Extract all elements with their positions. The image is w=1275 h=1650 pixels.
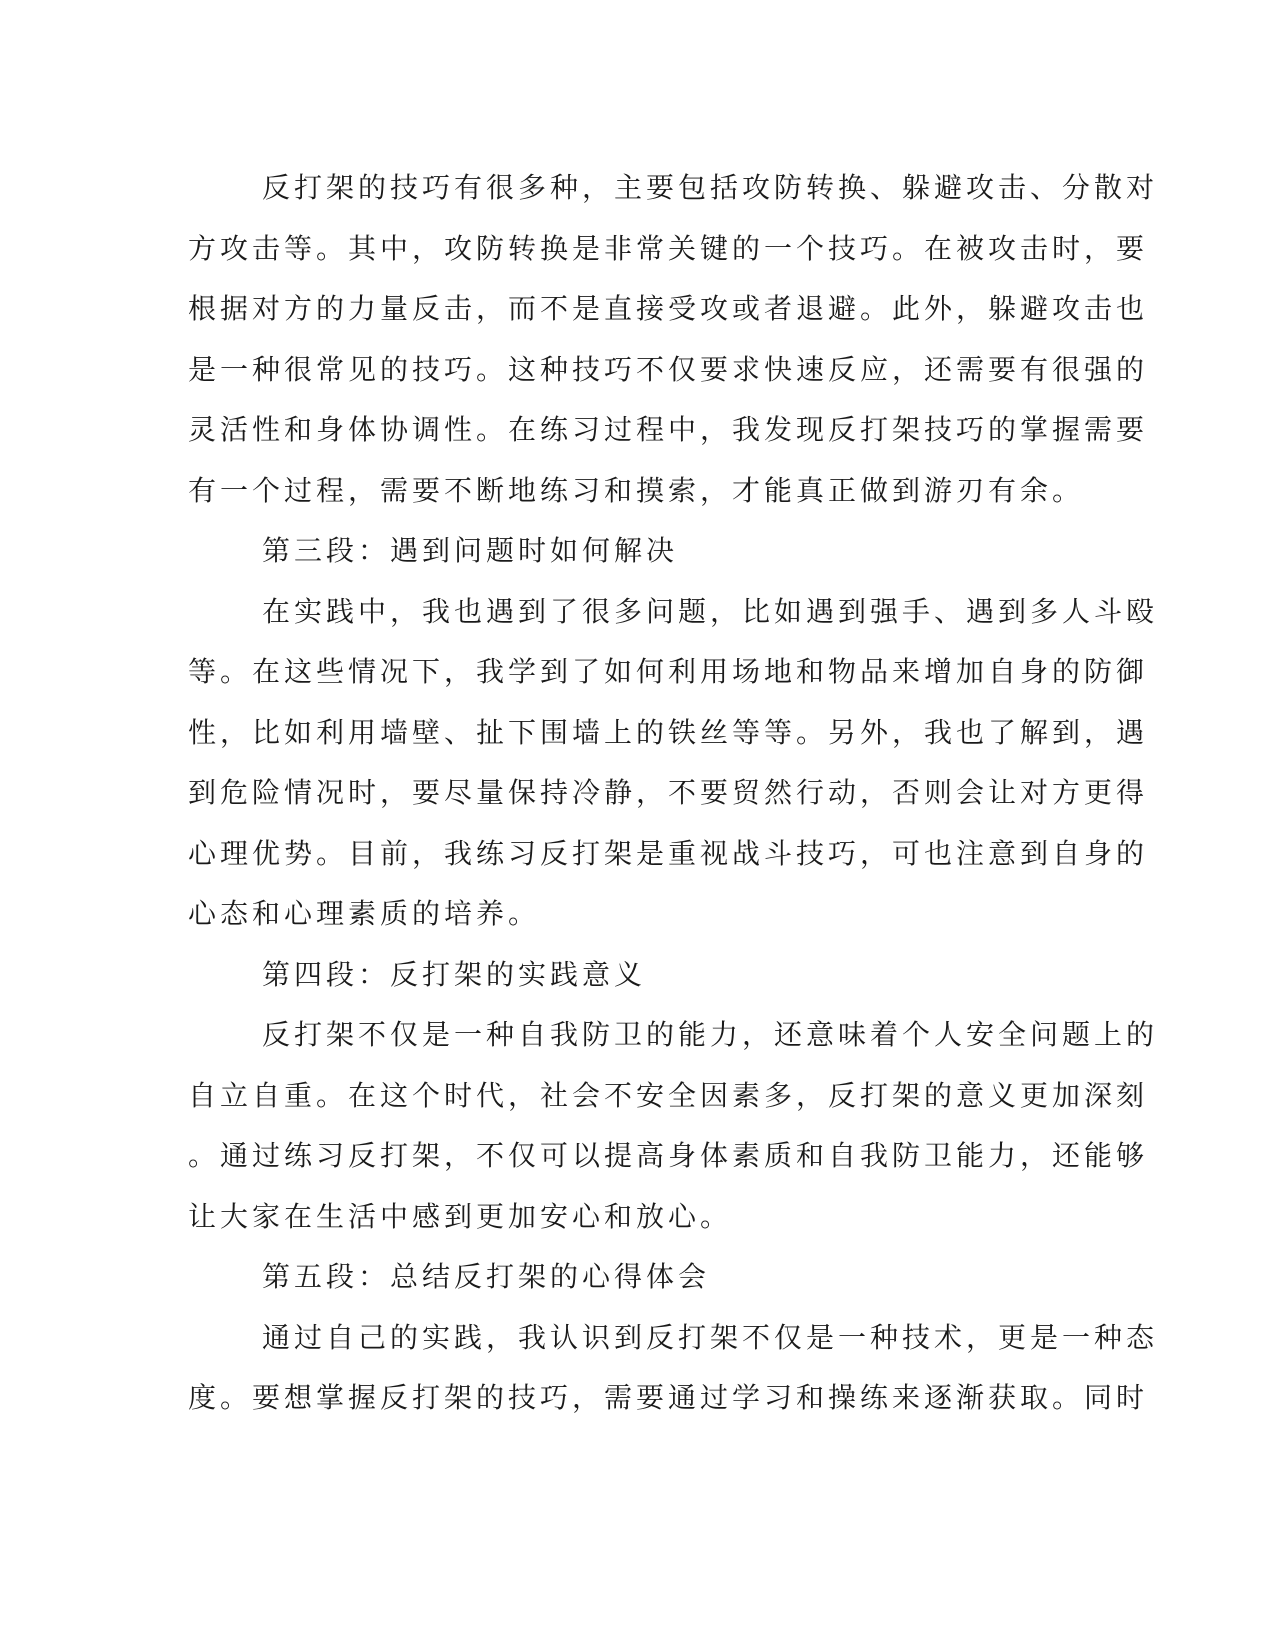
paragraph-line: 有一个过程，需要不断地练习和摸索，才能真正做到游刃有余。 (188, 473, 1085, 507)
paragraph-line: 。通过练习反打架，不仅可以提高身体素质和自我防卫能力，还能够 (188, 1139, 1149, 1172)
section-heading: 第三段：遇到问题时如何解决 (262, 534, 679, 567)
paragraph-line: 根据对方的力量反击，而不是直接受攻或者退避。此外，躲避攻击也 (188, 292, 1149, 325)
paragraph-line: 方攻击等。其中，攻防转换是非常关键的一个技巧。在被攻击时，要 (188, 231, 1149, 265)
section-heading: 第五段：总结反打架的心得体会 (262, 1260, 711, 1293)
paragraph-line: 灵活性和身体协调性。在练习过程中，我发现反打架技巧的掌握需要 (188, 413, 1149, 446)
document-body (188, 158, 1159, 1429)
paragraph-line: 等。在这些情况下，我学到了如何利用场地和物品来增加自身的防御 (188, 655, 1149, 688)
paragraph-line: 心态和心理素质的培养。 (188, 897, 541, 930)
paragraph-line: 到危险情况时，要尽量保持冷静，不要贸然行动，否则会让对方更得 (188, 776, 1149, 809)
section-heading: 第四段：反打架的实践意义 (262, 957, 647, 991)
paragraph-line: 让大家在生活中感到更加安心和放心。 (188, 1199, 733, 1233)
paragraph-line: 通过自己的实践，我认识到反打架不仅是一种技术，更是一种态 (262, 1320, 1159, 1354)
paragraph-line: 心理优势。目前，我练习反打架是重视战斗技巧，可也注意到自身的 (188, 836, 1149, 870)
paragraph-line: 是一种很常见的技巧。这种技巧不仅要求快速反应，还需要有很强的 (188, 352, 1149, 386)
paragraph-line: 反打架的技巧有很多种，主要包括攻防转换、躲避攻击、分散对 (262, 171, 1159, 204)
paragraph-line: 自立自重。在这个时代，社会不安全因素多，反打架的意义更加深刻 (188, 1078, 1149, 1112)
paragraph-line: 度。要想掌握反打架的技巧，需要通过学习和操练来逐渐获取。同时 (188, 1381, 1149, 1414)
paragraph-line: 反打架不仅是一种自我防卫的能力，还意味着个人安全问题上的 (262, 1018, 1159, 1051)
paragraph-line: 在实践中，我也遇到了很多问题，比如遇到强手、遇到多人斗殴 (262, 594, 1159, 628)
paragraph-line: 性，比如利用墙壁、扯下围墙上的铁丝等等。另外，我也了解到，遇 (188, 715, 1149, 749)
